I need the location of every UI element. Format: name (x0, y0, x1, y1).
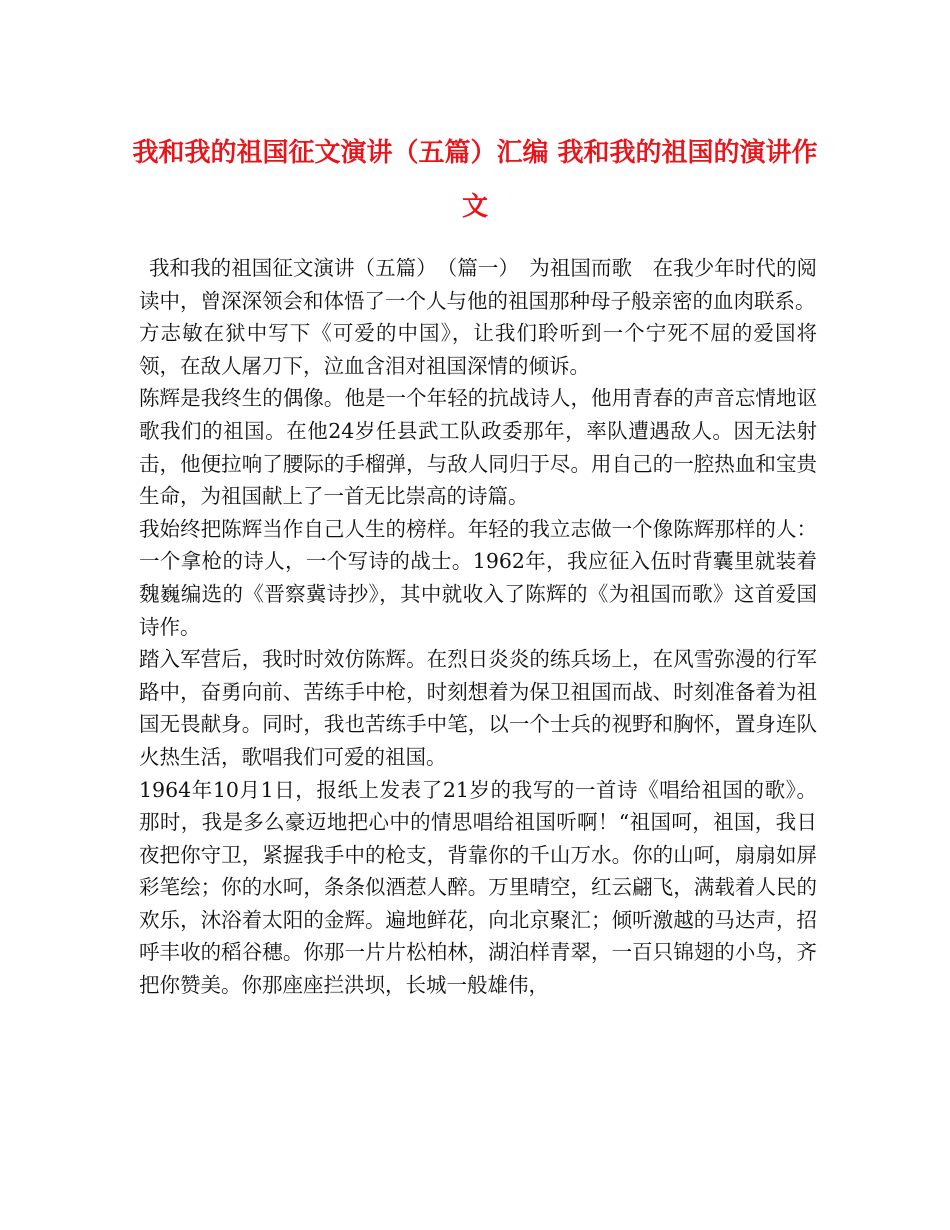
paragraph-5: 踏入军营后，我时时效仿陈辉。在烈日炎炎的练兵场上，在风雪弥漫的行军路中，奋勇向前、苦练手中枪，时刻想着为保卫祖国而战、时刻准备着为祖国无畏献身。同时，我也苦练手中笔，以一个士兵的视野和胸怀，置身连队火热生活，歌唱我们可爱的祖国。 (139, 647, 817, 769)
paragraph-1: 我和我的祖国征文演讲（五篇） （篇一） 为祖国而歌 在我少年时代的阅读中，曾深深领会和体悟了一个人与他的祖国那种母子般亲密的血肉联系。 (139, 256, 817, 313)
paragraph-2: 方志敏在狱中写下《可爱的中国》，让我们聆听到一个宁死不屈的爱国将领，在敌人屠刀下，泣血含泪对祖国深情的倾诉。 (139, 321, 817, 378)
document-body (139, 252, 817, 1002)
paragraph-3: 陈辉是我终生的偶像。他是一个年轻的抗战诗人，他用青春的声音忘情地讴歌我们的祖国。在他24岁任县武工队政委那年，率队遭遇敌人。因无法射击，他便拉响了腰际的手榴弹，与敌人同归于尽。用自己的一腔热血和宝贵生命，为祖国献上了一首无比崇高的诗篇。 (139, 386, 817, 509)
paragraph-6: 1964年10月1日，报纸上发表了21岁的我写的一首诗《唱给祖国的歌》。那时，我是多么豪迈地把心中的情思唱给祖国听啊！“祖国呵，祖国，我日夜把你守卫，紧握我手中的枪支，背靠你的千山万水。你的山呵，扇扇如屏彩笔绘；你的水呵，条条似酒惹人醉。万里晴空，红云翩飞，满载着人民的欢乐，沐浴着太阳的金辉。遍地鲜花，向北京聚汇；倾听激越的马达声，招呼丰收的稻谷穗。你那一片片松柏林，湖泊样青翠，一百只锦翅的小鸟，齐把你赞美。你那座座拦洪坝，长城一般雄伟， (139, 777, 817, 998)
paragraph-4: 我始终把陈辉当作自己人生的榜样。年轻的我立志做一个像陈辉那样的人：一个拿枪的诗人，一个写诗的战士。1962年，我应征入伍时背囊里就装着魏巍编选的《晋察冀诗抄》，其中就收入了陈辉的《为祖国而歌》这首爱国诗作。 (139, 516, 817, 639)
document-title: 我和我的祖国征文演讲（五篇）汇编 我和我的祖国的演讲作文 (132, 138, 818, 222)
